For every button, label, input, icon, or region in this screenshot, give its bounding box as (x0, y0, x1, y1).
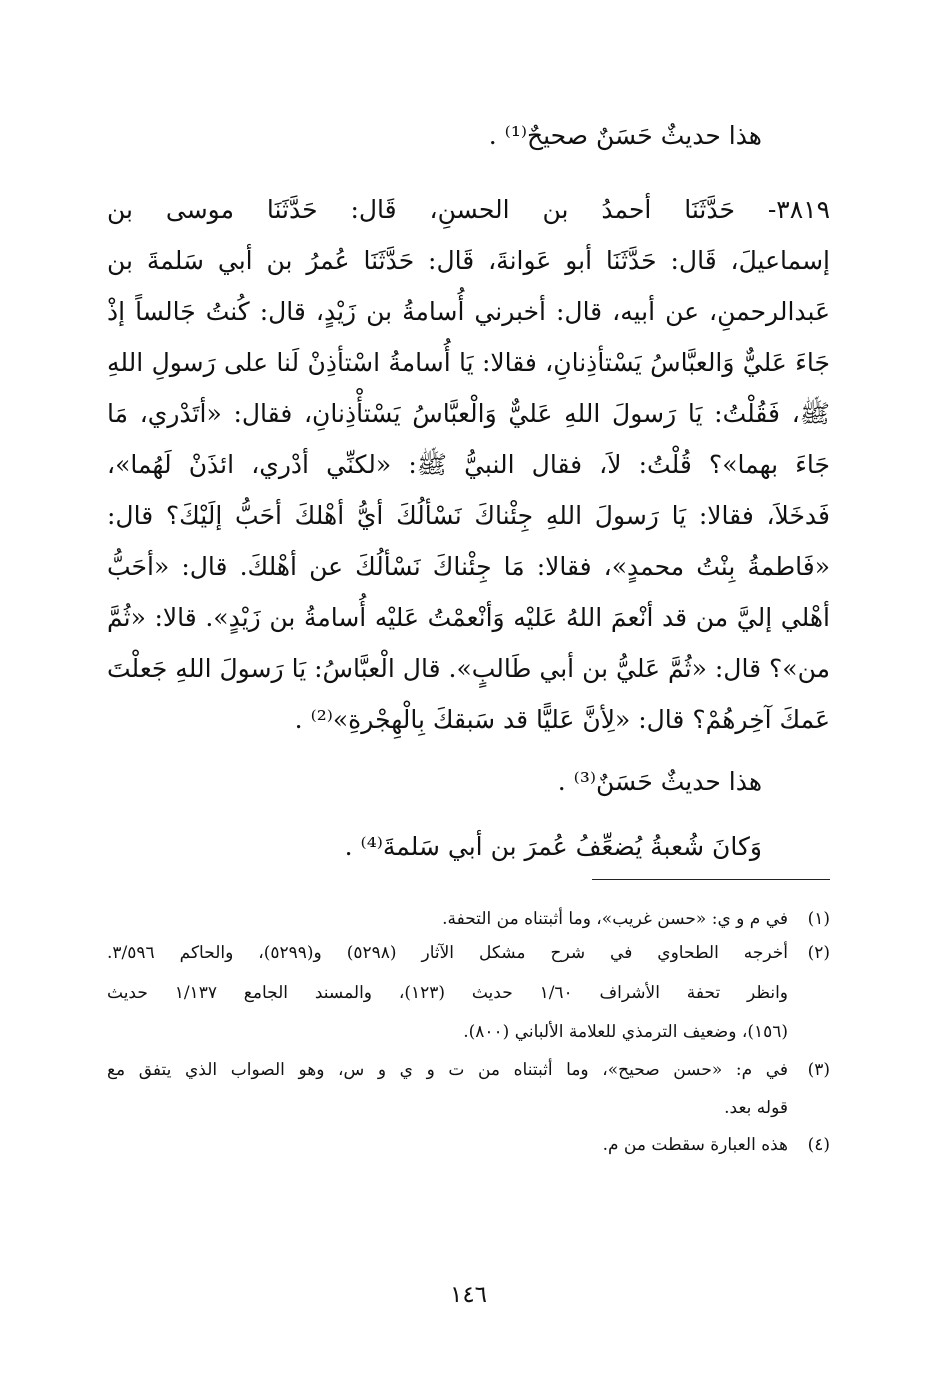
hadith-line-7: فَدخَلاَ، فقالا: يَا رَسولَ اللهِ جِئْناكَ نَسْألُكَ أيُّ أهْلكَ أحَبُّ إلَيْكَ؟ قال: (107, 501, 830, 530)
hadith-line-2: إسماعيلَ، قَال: حَدَّثَنَا أبو عَوانةَ، قَال: حَدَّثَنَا عُمرُ بن أبي سَلمةَ بن (107, 246, 830, 275)
footnote-text: قوله بعد. (724, 1098, 788, 1118)
hadith-line-5: ﷺ، فَقُلْتُ: يَا رَسولَ اللهِ عَليٌّ وَالْعبَّاسُ يَسْتأْذِنانِ، فقال: «أتَدْري، مَا (107, 399, 830, 428)
footnote-text: أخرجه الطحاوي في شرح مشكل الآثار (٥٢٩٨) و(٥٢٩٩)، والحاكم ٣/٥٩٦. (107, 943, 788, 963)
footnote-1 (107, 904, 830, 934)
hadith-line-11: عَمكَ آخِرهُمْ؟ قال: «لِأنَّ عَليًّا قد سَبقكَ بِالْهِجْرةِ»⁽²⁾ . (294, 705, 830, 734)
footnote-number: (١) (807, 909, 830, 929)
footnote-2-line-3 (107, 1017, 830, 1047)
hadith-line-3: عَبدالرحمنِ، عن أبيه، قال: أخبرني أُسامةُ بن زَيْدٍ، قال: كُنتُ جَالساً إذْ (107, 297, 830, 326)
footnote-text: في م و ي: «حسن غريب»، وما أثبتناه من التحفة. (442, 909, 788, 929)
hadith-line-6: جَاءَ بهما»؟ قُلْتُ: لاَ، فقال النبيُّ ﷺ: «لكنِّي أدْري، ائذَنْ لَهُما»، (107, 450, 830, 479)
footnote-2 (107, 938, 830, 968)
hadith-line-10: من»؟ قال: «ثُمَّ عَليُّ بن أبي طَالبٍ». قال الْعبَّاسُ: يَا رَسولَ اللهِ جَعلْتَ (107, 654, 830, 683)
footnote-text: (١٥٦)، وضعيف الترمذي للعلامة الألباني (٨٠٠). (463, 1022, 788, 1042)
verdict-hasan: هذا حديثٌ حَسَنٌ⁽³⁾ . (557, 767, 762, 796)
footnote-3-line-2 (107, 1093, 830, 1123)
footnote-number: (٤) (807, 1135, 830, 1155)
hadith-line-1: ٣٨١٩- حَدَّثَنَا أحمدُ بن الحسنِ، قَال: حَدَّثَنَا موسى بن (107, 195, 830, 224)
footnote-2-line-2 (107, 978, 830, 1008)
shuba-note: وَكانَ شُعبةُ يُضعِّفُ عُمرَ بن أبي سَلمةَ⁽⁴⁾ . (344, 832, 762, 861)
footnote-text: وانظر تحفة الأشراف ١/٦٠ حديث (١٢٣)، والمسند الجامع ١/١٣٧ حديث (107, 983, 789, 1003)
footnote-3 (107, 1055, 830, 1085)
verdict-sahih: هذا حديثٌ حَسَنٌ صحيحٌ⁽¹⁾ . (488, 121, 762, 150)
footnote-text: هذه العبارة سقطت من م. (602, 1135, 788, 1155)
footnote-number: (٢) (807, 943, 830, 963)
hadith-line-8: «فَاطمةُ بِنْتُ محمدٍ»، فقالا: مَا جِئْناكَ نَسْألُكَ عن أهْلكَ. قال: «أحَبُّ (107, 552, 830, 581)
hadith-line-4: جَاءَ عَليٌّ وَالعبَّاسُ يَسْتأذِنانِ، فقالا: يَا أُسامةُ اسْتأذِنْ لَنا على رَسولِ اللهِ (107, 348, 830, 377)
footnote-separator (592, 879, 830, 880)
page-number: ١٤٦ (449, 1282, 488, 1308)
hadith-line-9: أهْلي إليَّ من قد أنْعمَ اللهُ عَليْه وَأنْعمْتُ عَليْه أُسامةُ بن زَيْدٍ». قالا: «ثُمَّ (107, 603, 830, 632)
footnote-number: (٣) (807, 1060, 830, 1080)
footnote-text: في م: «حسن صحيح»، وما أثبتناه من ت و ي و س، وهو الصواب الذي يتفق مع (107, 1060, 788, 1080)
footnote-4 (107, 1130, 830, 1160)
